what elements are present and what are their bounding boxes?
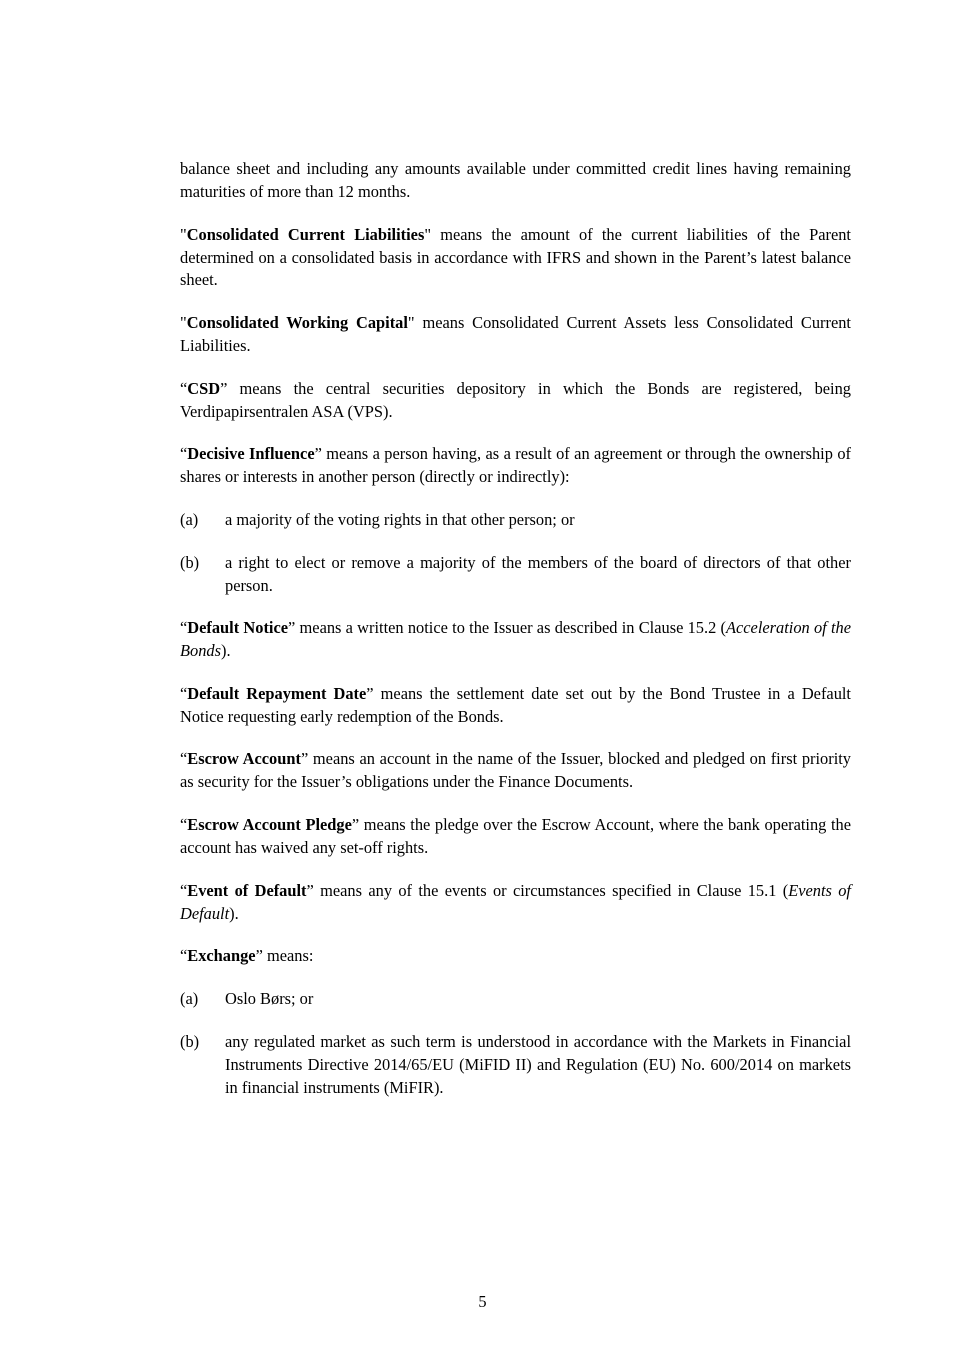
defined-term: Consolidated Working Capital: [186, 313, 408, 333]
page-content: [180, 158, 851, 1119]
open-quote: “: [180, 749, 188, 769]
definition-tail: ).: [229, 903, 239, 923]
definition-tail: ).: [220, 641, 231, 661]
list-item: [180, 552, 851, 598]
close-quote: ”: [306, 880, 314, 900]
definition-escrow-account-pledge: [180, 814, 851, 860]
close-quote: ”: [314, 444, 322, 464]
defined-term: Default Repayment Date: [187, 683, 367, 703]
definition-body: means a written notice to the Issuer as described in Clause 15.2 (: [295, 618, 726, 638]
list-item-label: (b): [180, 552, 200, 572]
defined-term: Event of Default: [187, 880, 307, 900]
open-quote: “: [180, 444, 188, 464]
defined-term: Decisive Influence: [187, 444, 315, 464]
definition-exchange: [180, 945, 851, 968]
list-item: [180, 988, 851, 1011]
clause-reference: Events of Default: [180, 880, 851, 923]
close-quote: ”: [220, 378, 228, 398]
definition-event-of-default: [180, 880, 851, 926]
list-item: [180, 1031, 851, 1100]
definition-body: means an account in the name of the Issuer, blocked and pledged on first priority as security for the Issuer’s obligations under the Finance Documents.: [180, 749, 851, 792]
close-quote: ": [424, 224, 432, 244]
open-quote: “: [180, 815, 188, 835]
open-quote: “: [180, 378, 188, 398]
open-quote: “: [180, 618, 188, 638]
close-quote: ”: [366, 683, 374, 703]
definition-body: means the amount of the current liabilities of the Parent determined on a consolidated basis in accordance with IFRS and shown in the Parent’s latest balance sheet.: [180, 224, 851, 290]
defined-term: Default Notice: [187, 618, 289, 638]
definition-csd: [180, 378, 851, 424]
close-quote: ”: [288, 618, 296, 638]
page-number: 5: [478, 1292, 487, 1311]
definition-escrow-account: [180, 748, 851, 794]
list-item: [180, 509, 851, 532]
list-item-label: (a): [180, 989, 199, 1009]
open-quote: “: [180, 880, 188, 900]
definition-body: means the settlement date set out by the Bond Trustee in a Default Notice requesting early redemption of the Bonds.: [180, 683, 851, 726]
list-item-text: a majority of the voting rights in that other person; or: [225, 509, 575, 529]
close-quote: ”: [300, 749, 309, 769]
list-item-text: Oslo Børs; or: [225, 989, 314, 1009]
definition-body: means Consolidated Current Assets less Consolidated Current Liabilities.: [180, 313, 851, 356]
definition-body: means any of the events or circumstances specified in Clause 15.1 (: [313, 880, 789, 900]
list-item-label: (a): [180, 509, 199, 529]
definition-body: means the central securities depository in which the Bonds are registered, being Verdipapirsentralen ASA (VPS).: [180, 378, 851, 421]
defined-term: Escrow Account Pledge: [187, 815, 352, 835]
intro-text: balance sheet and including any amounts available under committed credit lines having remaining maturities of more than 12 months.: [180, 159, 851, 201]
definition-consolidated-current-liabilities: [180, 224, 851, 293]
definition-default-repayment-date: [180, 683, 851, 729]
defined-term: Escrow Account: [187, 749, 301, 769]
intro-paragraph: [180, 158, 851, 204]
open-quote: “: [180, 946, 188, 966]
list-item-text: any regulated market as such term is understood in accordance with the Markets in Financial Instruments Directive 2014/65/EU (MiFID II) and Regulation (EU) No. 600/2014 on markets in financial instruments (MiFIR).: [225, 1031, 851, 1097]
close-quote: ": [407, 313, 415, 333]
definition-body: means:: [262, 946, 314, 966]
close-quote: ”: [255, 946, 263, 966]
definition-body: means a person having, as a result of an agreement or through the ownership of shares or interests in another person (directly or indirectly):: [180, 444, 851, 487]
clause-reference: Acceleration of the Bonds: [180, 618, 851, 661]
list-item-label: (b): [180, 1031, 200, 1051]
defined-term: CSD: [187, 378, 221, 398]
open-quote: ": [180, 224, 187, 244]
open-quote: ": [180, 313, 187, 333]
list-item-text: a right to elect or remove a majority of the members of the board of directors of that other person.: [225, 552, 851, 595]
close-quote: ”: [351, 815, 360, 835]
defined-term: Consolidated Current Liabilities: [186, 224, 425, 244]
open-quote: “: [180, 683, 188, 703]
defined-term: Exchange: [187, 946, 256, 966]
definition-consolidated-working-capital: [180, 312, 851, 358]
definition-decisive-influence: [180, 443, 851, 489]
definition-default-notice: [180, 617, 851, 663]
definition-body: means the pledge over the Escrow Account, where the bank operating the account has waived any set-off rights.: [180, 815, 851, 857]
